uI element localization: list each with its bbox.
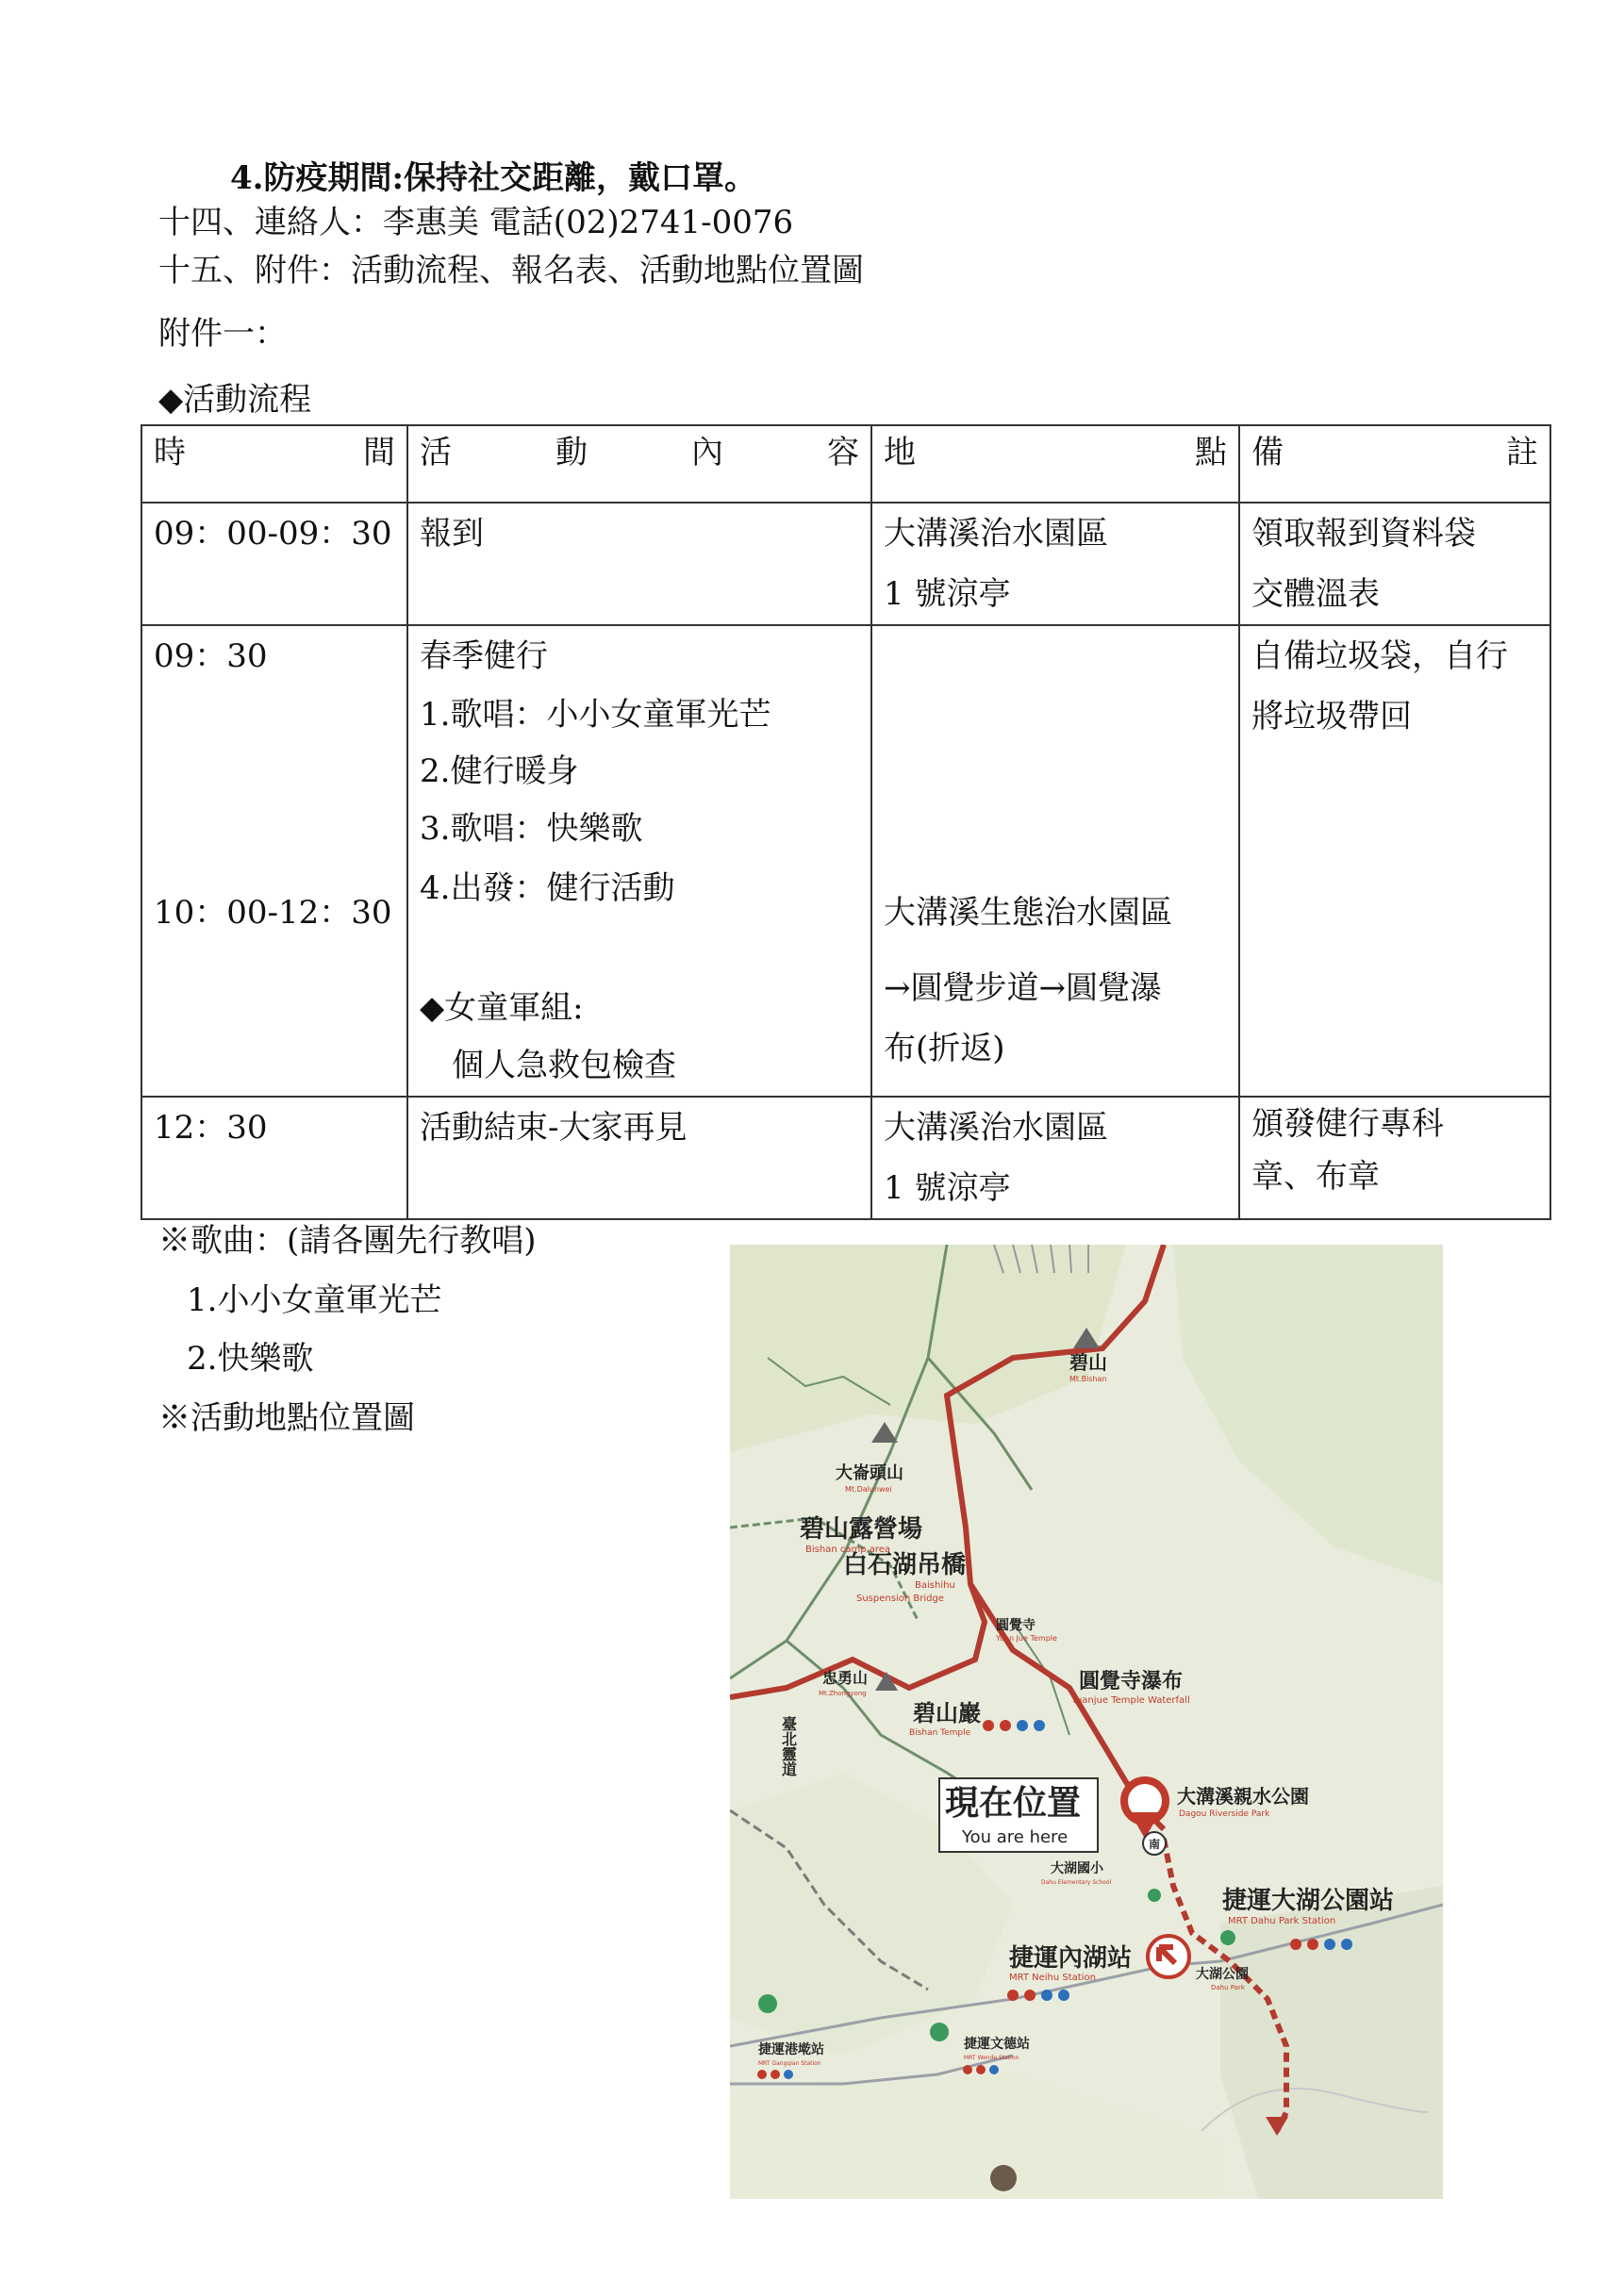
map-label-temple: 碧山巖 — [913, 1700, 981, 1726]
map-label-neihu-station-en: MRT Neihu Station — [1009, 1973, 1096, 1983]
attachment-one-label: 附件一： — [158, 315, 287, 353]
map-label-gangqian: 捷運港墘站 — [758, 2042, 824, 2057]
map-label-zhongyong-en: Mt.Zhongyong — [819, 1690, 867, 1697]
content-cell: 報到 — [407, 503, 871, 625]
header-content: 活 動 內 容 — [407, 425, 871, 503]
map-caption: ※活動地點位置圖 — [158, 1399, 415, 1437]
map-label-wende-en: MRT Wende Station — [964, 2055, 1019, 2061]
map-label-bishan: 碧山 — [1069, 1351, 1107, 1374]
note-cell: 領取報到資料袋 交體溫表 — [1239, 503, 1550, 625]
map-label-camp: 碧山露營場 — [800, 1515, 923, 1544]
table-row — [141, 503, 1550, 625]
time-cell: 09：00-09：30 — [141, 503, 407, 625]
map-label-trail: 臺北靈道 — [779, 1716, 798, 1776]
activity-flow-table — [141, 424, 1551, 1220]
table-row — [141, 625, 1550, 1097]
map-label-wende: 捷運文德站 — [964, 2037, 1030, 2052]
contact-line: 十四、連絡人：李惠美 電話(02)2741-0076 — [158, 204, 794, 241]
note-cell: 自備垃圾袋，自行 將垃圾帶回 — [1239, 625, 1550, 1097]
map-label-zhongyong: 忠勇山 — [822, 1669, 869, 1687]
map-label-yuanjue: 圓覺寺 — [996, 1618, 1036, 1633]
content-cell: 春季健行 1.歌唱：小小女童軍光芒 2.健行暖身 3.歌唱：快樂歌 4.出發：健行活動 ◆女童軍組: 個人急救包檢查 — [407, 625, 871, 1097]
map-label-yuanjue-en: Yuan Jue Temple — [996, 1634, 1057, 1643]
header-place: 地 點 — [871, 425, 1239, 503]
map-label-school: 大湖國小 — [1051, 1861, 1103, 1876]
attachment-line: 十五、附件：活動流程、報名表、活動地點位置圖 — [158, 252, 864, 289]
map-label-dalunwei-en: Mt.Dalunwei — [845, 1485, 892, 1494]
song-1: 1.小小女童軍光芒 — [187, 1281, 442, 1319]
song-2: 2.快樂歌 — [187, 1340, 314, 1378]
map-label-bridge-en2: Suspension Bridge — [856, 1594, 944, 1604]
map-label-temple-en: Bishan Temple — [909, 1728, 971, 1738]
map-label-bridge: 白石湖吊橋 — [843, 1551, 967, 1579]
map-label-waterfall-en: Yuanjue Temple Waterfall — [1071, 1695, 1190, 1706]
map-label-school-en: Dahu Elementary School — [1041, 1879, 1112, 1886]
place-cell: 大溝溪治水園區 1 號涼亭 — [871, 503, 1239, 625]
map-label-neihu-station: 捷運內湖站 — [1009, 1944, 1133, 1973]
map-label-dahu-station: 捷運大湖公園站 — [1222, 1887, 1395, 1915]
note-cell: 頒發健行專科 章、布章 — [1239, 1097, 1550, 1219]
map-label-nan: 南 — [1149, 1838, 1161, 1851]
map-label-bridge-en1: Baishihu — [915, 1580, 955, 1591]
item-4-epidemic: 4.防疫期間:保持社交距離，戴口罩。 — [230, 159, 757, 197]
map-label-gangqian-en: MRT Gangqian Station — [758, 2060, 821, 2067]
table-header-row — [141, 425, 1550, 503]
header-time: 時 間 — [141, 425, 407, 503]
map-label-dahu-park: 大湖公園 — [1196, 1967, 1249, 1982]
place-cell: 大溝溪治水園區 1 號涼亭 — [871, 1097, 1239, 1219]
map-label-waterfall: 圓覺寺瀑布 — [1079, 1670, 1184, 1693]
time-cell: 09：30 10：00-12：30 — [141, 625, 407, 1097]
time-cell: 12：30 — [141, 1097, 407, 1219]
map-label-dahu-park-en: Dahu Park — [1211, 1984, 1245, 1991]
location-map — [730, 1245, 1443, 2199]
song-note: ※歌曲：(請各團先行教唱) — [158, 1222, 537, 1260]
flow-heading: ◆活動流程 — [158, 381, 312, 419]
map-label-park: 大溝溪親水公園 — [1177, 1785, 1309, 1808]
place-cell: 大溝溪生態治水園區 →圓覺步道→圓覺瀑 布(折返) — [871, 625, 1239, 1097]
map-label-camp-en: Bishan camp area — [805, 1544, 891, 1555]
map-label-dahu-station-en: MRT Dahu Park Station — [1228, 1916, 1336, 1926]
content-cell: 活動結束-大家再見 — [407, 1097, 871, 1219]
map-label-here-en: You are here — [962, 1827, 1069, 1847]
map-label-dalunwei: 大崙頭山 — [836, 1463, 903, 1483]
map-label-bishan-en: Mt.Bishan — [1069, 1375, 1107, 1383]
header-note: 備 註 — [1239, 425, 1550, 503]
map-label-here: 現在位置 — [945, 1784, 1082, 1823]
map-label-park-en: Dagou Riverside Park — [1179, 1809, 1270, 1819]
table-row — [141, 1097, 1550, 1219]
